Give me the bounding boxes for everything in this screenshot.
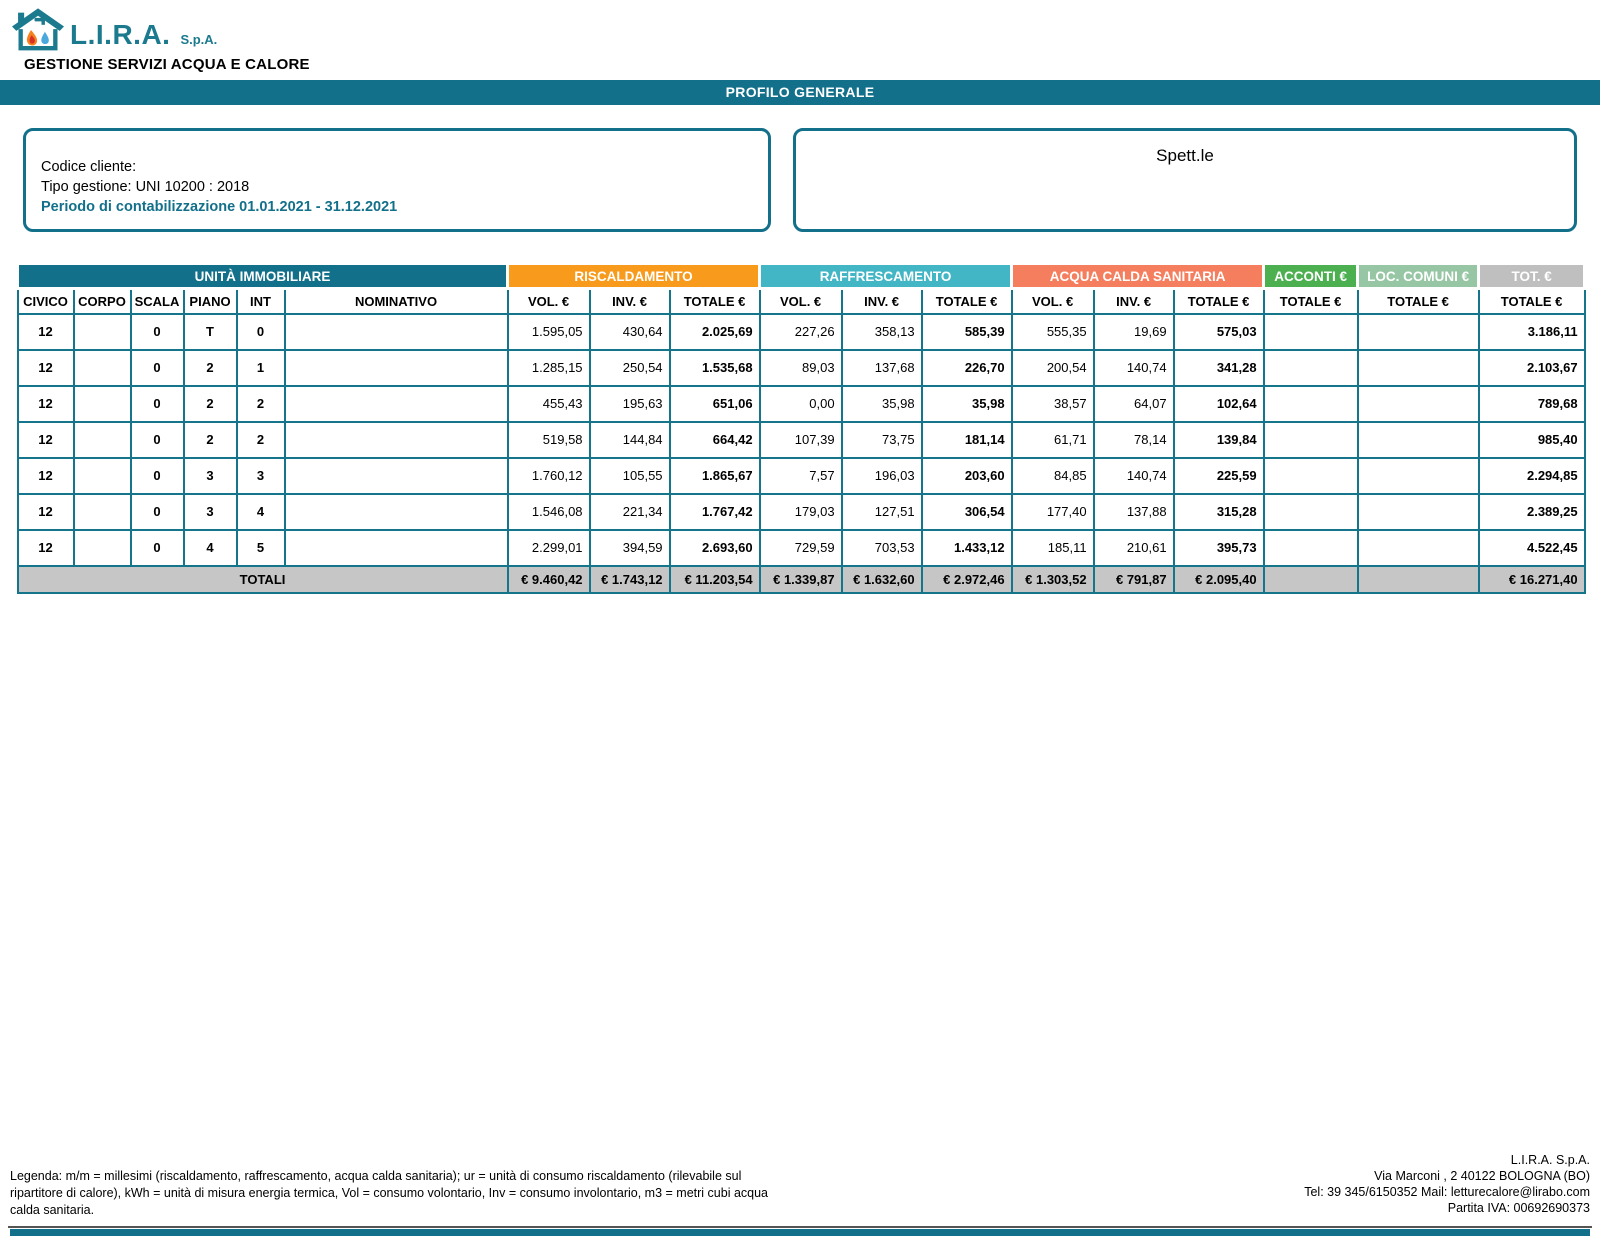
column-header-cell: TOTALE € xyxy=(1264,289,1358,314)
table-cell: 203,60 xyxy=(922,458,1012,494)
table-cell: 3 xyxy=(184,494,237,530)
table-cell xyxy=(1358,422,1479,458)
totals-label: TOTALI xyxy=(18,566,508,593)
table-cell xyxy=(74,530,131,566)
table-cell xyxy=(285,386,508,422)
table-cell: 4 xyxy=(237,494,285,530)
table-cell: 2 xyxy=(184,386,237,422)
table-cell: 395,73 xyxy=(1174,530,1264,566)
group-header-cell: UNITÀ IMMOBILIARE xyxy=(18,264,508,289)
column-header-cell: TOTALE € xyxy=(1174,289,1264,314)
totals-cell: € 791,87 xyxy=(1094,566,1174,593)
column-header-cell: TOTALE € xyxy=(1479,289,1585,314)
table-cell: 519,58 xyxy=(508,422,590,458)
table-cell xyxy=(1264,458,1358,494)
table-cell: 729,59 xyxy=(760,530,842,566)
totals-cell: € 11.203,54 xyxy=(670,566,760,593)
table-cell xyxy=(74,314,131,350)
brand-suffix: S.p.A. xyxy=(180,31,218,47)
table-cell: 38,57 xyxy=(1012,386,1094,422)
table-cell: 3 xyxy=(237,458,285,494)
table-cell: 0 xyxy=(131,422,184,458)
table-cell: 200,54 xyxy=(1012,350,1094,386)
table-cell: 2.103,67 xyxy=(1479,350,1585,386)
table-cell: 250,54 xyxy=(590,350,670,386)
totals-cell: € 1.339,87 xyxy=(760,566,842,593)
table-cell: 226,70 xyxy=(922,350,1012,386)
table-cell: 358,13 xyxy=(842,314,922,350)
table-cell xyxy=(285,314,508,350)
group-header-cell: TOT. € xyxy=(1479,264,1585,289)
company-name: L.I.R.A. S.p.A. xyxy=(1510,1153,1590,1167)
tipo-gestione-line: Tipo gestione: UNI 10200 : 2018 xyxy=(41,179,250,195)
table-cell xyxy=(285,530,508,566)
table-cell: 137,68 xyxy=(842,350,922,386)
totals-cell: € 9.460,42 xyxy=(508,566,590,593)
group-header-cell: LOC. COMUNI € xyxy=(1358,264,1479,289)
legend-text: Legenda: m/m = millesimi (riscaldamento, raffrescamento, acqua calda sanitaria); ur = unità di consumo riscaldamento (rilevabile sul ripartitore di calore), kWh = unità di misura energia termica, Vol = consumo volontario, Inv = consumo involontario, m3 = metri cubi acqua calda sanitaria. xyxy=(10,1169,768,1217)
table-cell: 0,00 xyxy=(760,386,842,422)
table-cell: 64,07 xyxy=(1094,386,1174,422)
table-cell: 1.865,67 xyxy=(670,458,760,494)
group-header-cell: ACCONTI € xyxy=(1264,264,1358,289)
table-cell: 985,40 xyxy=(1479,422,1585,458)
bottom-bar xyxy=(10,1229,1590,1236)
table-cell xyxy=(74,494,131,530)
table-cell: 2.299,01 xyxy=(508,530,590,566)
table-cell: 1.546,08 xyxy=(508,494,590,530)
table-cell: 394,59 xyxy=(590,530,670,566)
table-cell xyxy=(1358,350,1479,386)
company-vat: Partita IVA: 00692690373 xyxy=(1447,1201,1590,1215)
table-cell xyxy=(1264,530,1358,566)
table-cell: 2 xyxy=(184,350,237,386)
table-cell: 210,61 xyxy=(1094,530,1174,566)
column-header-cell: PIANO xyxy=(184,289,237,314)
table-cell: 1.595,05 xyxy=(508,314,590,350)
table-cell: 2 xyxy=(237,422,285,458)
table-row xyxy=(18,494,1585,530)
table-cell: 2.294,85 xyxy=(1479,458,1585,494)
column-header-cell: CORPO xyxy=(74,289,131,314)
table-cell: 2.693,60 xyxy=(670,530,760,566)
table-cell: 0 xyxy=(131,494,184,530)
table-cell: 227,26 xyxy=(760,314,842,350)
company-address: Via Marconi , 2 40122 BOLOGNA (BO) xyxy=(1374,1169,1590,1183)
table-cell: 12 xyxy=(18,422,74,458)
totals-cell xyxy=(1358,566,1479,593)
table-cell: 4 xyxy=(184,530,237,566)
column-header-cell: INV. € xyxy=(590,289,670,314)
table-cell: 651,06 xyxy=(670,386,760,422)
logo-area xyxy=(0,0,1600,52)
table-cell: 664,42 xyxy=(670,422,760,458)
table-cell: 430,64 xyxy=(590,314,670,350)
table-cell: 73,75 xyxy=(842,422,922,458)
bottom-rule xyxy=(8,1226,1592,1228)
group-header-cell: ACQUA CALDA SANITARIA xyxy=(1012,264,1264,289)
table-body xyxy=(18,314,1585,593)
table-cell xyxy=(1264,422,1358,458)
table-cell xyxy=(285,494,508,530)
table-cell xyxy=(74,458,131,494)
totals-cell: € 2.972,46 xyxy=(922,566,1012,593)
table-cell: 3.186,11 xyxy=(1479,314,1585,350)
table-cell xyxy=(285,458,508,494)
table-cell: 221,34 xyxy=(590,494,670,530)
table-cell: 2.389,25 xyxy=(1479,494,1585,530)
table-cell: 1.535,68 xyxy=(670,350,760,386)
table-cell: 0 xyxy=(131,530,184,566)
column-header-row xyxy=(18,289,1585,314)
totals-cell xyxy=(1264,566,1358,593)
column-header-cell: VOL. € xyxy=(760,289,842,314)
table-cell: 35,98 xyxy=(922,386,1012,422)
codice-cliente-line: Codice cliente: xyxy=(41,159,137,175)
table-cell: 89,03 xyxy=(760,350,842,386)
totals-cell: € 1.743,12 xyxy=(590,566,670,593)
group-header-row xyxy=(18,264,1585,289)
recipient-salutation: Spett.le xyxy=(1156,146,1214,165)
totals-row xyxy=(18,566,1585,593)
table-cell xyxy=(285,422,508,458)
table-cell xyxy=(1358,494,1479,530)
table-cell: 2 xyxy=(184,422,237,458)
table-cell: 7,57 xyxy=(760,458,842,494)
table-cell: 177,40 xyxy=(1012,494,1094,530)
column-header-cell: TOTALE € xyxy=(670,289,760,314)
table-cell: 127,51 xyxy=(842,494,922,530)
table-cell: 140,74 xyxy=(1094,458,1174,494)
column-header-cell: VOL. € xyxy=(1012,289,1094,314)
column-header-cell: INT xyxy=(237,289,285,314)
table-cell: 585,39 xyxy=(922,314,1012,350)
table-cell xyxy=(1264,350,1358,386)
table-cell: 1.767,42 xyxy=(670,494,760,530)
table-cell: 2.025,69 xyxy=(670,314,760,350)
table-cell: 12 xyxy=(18,314,74,350)
table-cell: 0 xyxy=(131,350,184,386)
totals-cell: € 2.095,40 xyxy=(1174,566,1264,593)
info-boxes xyxy=(23,128,1577,232)
table-cell: 107,39 xyxy=(760,422,842,458)
table-cell: 105,55 xyxy=(590,458,670,494)
table-cell xyxy=(1358,530,1479,566)
table-cell: 3 xyxy=(184,458,237,494)
table-cell: 0 xyxy=(131,458,184,494)
table-cell xyxy=(285,350,508,386)
table-cell: 1 xyxy=(237,350,285,386)
totals-cell: € 1.303,52 xyxy=(1012,566,1094,593)
table-cell: 0 xyxy=(237,314,285,350)
table-cell: 1.285,15 xyxy=(508,350,590,386)
recipient-box xyxy=(793,128,1577,232)
table-cell: 2 xyxy=(237,386,285,422)
table-row xyxy=(18,458,1585,494)
table-cell: 555,35 xyxy=(1012,314,1094,350)
table-cell: 102,64 xyxy=(1174,386,1264,422)
table-cell xyxy=(1358,458,1479,494)
table-cell xyxy=(1264,314,1358,350)
column-header-cell: VOL. € xyxy=(508,289,590,314)
table-cell: 84,85 xyxy=(1012,458,1094,494)
table-cell: 12 xyxy=(18,350,74,386)
company-contacts: Tel: 39 345/6150352 Mail: letturecalore@lirabo.com xyxy=(1304,1185,1590,1199)
table-cell: 12 xyxy=(18,494,74,530)
table-cell: 12 xyxy=(18,458,74,494)
table-cell: 12 xyxy=(18,530,74,566)
table-cell: 0 xyxy=(131,314,184,350)
table-cell: 315,28 xyxy=(1174,494,1264,530)
table-cell: 341,28 xyxy=(1174,350,1264,386)
totals-cell: € 1.632,60 xyxy=(842,566,922,593)
brand-tagline: GESTIONE SERVIZI ACQUA E CALORE xyxy=(24,56,310,73)
totals-cell: € 16.271,40 xyxy=(1479,566,1585,593)
table-row xyxy=(18,350,1585,386)
table-cell: 185,11 xyxy=(1012,530,1094,566)
group-header-cell: RISCALDAMENTO xyxy=(508,264,760,289)
table-cell: 144,84 xyxy=(590,422,670,458)
lira-logo-icon xyxy=(12,7,64,53)
table-cell: 181,14 xyxy=(922,422,1012,458)
company-info xyxy=(1304,1152,1590,1216)
table-cell xyxy=(74,422,131,458)
table-cell xyxy=(1358,314,1479,350)
table-cell: 78,14 xyxy=(1094,422,1174,458)
table-cell xyxy=(74,350,131,386)
table-cell: 140,74 xyxy=(1094,350,1174,386)
table-cell: T xyxy=(184,314,237,350)
table-row xyxy=(18,386,1585,422)
column-header-cell: SCALA xyxy=(131,289,184,314)
group-header-cell: RAFFRESCAMENTO xyxy=(760,264,1012,289)
table-cell xyxy=(1264,494,1358,530)
column-header-cell: TOTALE € xyxy=(922,289,1012,314)
table-cell: 196,03 xyxy=(842,458,922,494)
table-cell: 19,69 xyxy=(1094,314,1174,350)
customer-info-box xyxy=(23,128,771,232)
table-cell: 61,71 xyxy=(1012,422,1094,458)
table-cell: 0 xyxy=(131,386,184,422)
table-cell: 4.522,45 xyxy=(1479,530,1585,566)
table-cell: 703,53 xyxy=(842,530,922,566)
table-cell: 789,68 xyxy=(1479,386,1585,422)
table-cell: 139,84 xyxy=(1174,422,1264,458)
main-table xyxy=(16,262,1586,594)
table-cell: 195,63 xyxy=(590,386,670,422)
column-header-cell: NOMINATIVO xyxy=(285,289,508,314)
brand-name: L.I.R.A. xyxy=(70,19,171,50)
table-row xyxy=(18,422,1585,458)
table-cell: 455,43 xyxy=(508,386,590,422)
column-header-cell: INV. € xyxy=(1094,289,1174,314)
table-cell: 5 xyxy=(237,530,285,566)
table-cell: 575,03 xyxy=(1174,314,1264,350)
periodo-line: Periodo di contabilizzazione 01.01.2021 - 31.12.2021 xyxy=(41,199,398,215)
table-cell: 1.760,12 xyxy=(508,458,590,494)
table-cell: 137,88 xyxy=(1094,494,1174,530)
column-header-cell: CIVICO xyxy=(18,289,74,314)
table-row xyxy=(18,314,1585,350)
table-cell: 179,03 xyxy=(760,494,842,530)
banner-title: PROFILO GENERALE xyxy=(0,80,1600,105)
table-cell: 225,59 xyxy=(1174,458,1264,494)
column-header-cell: TOTALE € xyxy=(1358,289,1479,314)
table-cell: 12 xyxy=(18,386,74,422)
table-cell xyxy=(1358,386,1479,422)
table-cell xyxy=(74,386,131,422)
table-cell xyxy=(1264,386,1358,422)
table-cell: 1.433,12 xyxy=(922,530,1012,566)
table-row xyxy=(18,530,1585,566)
column-header-cell: INV. € xyxy=(842,289,922,314)
table-cell: 35,98 xyxy=(842,386,922,422)
table-cell: 306,54 xyxy=(922,494,1012,530)
